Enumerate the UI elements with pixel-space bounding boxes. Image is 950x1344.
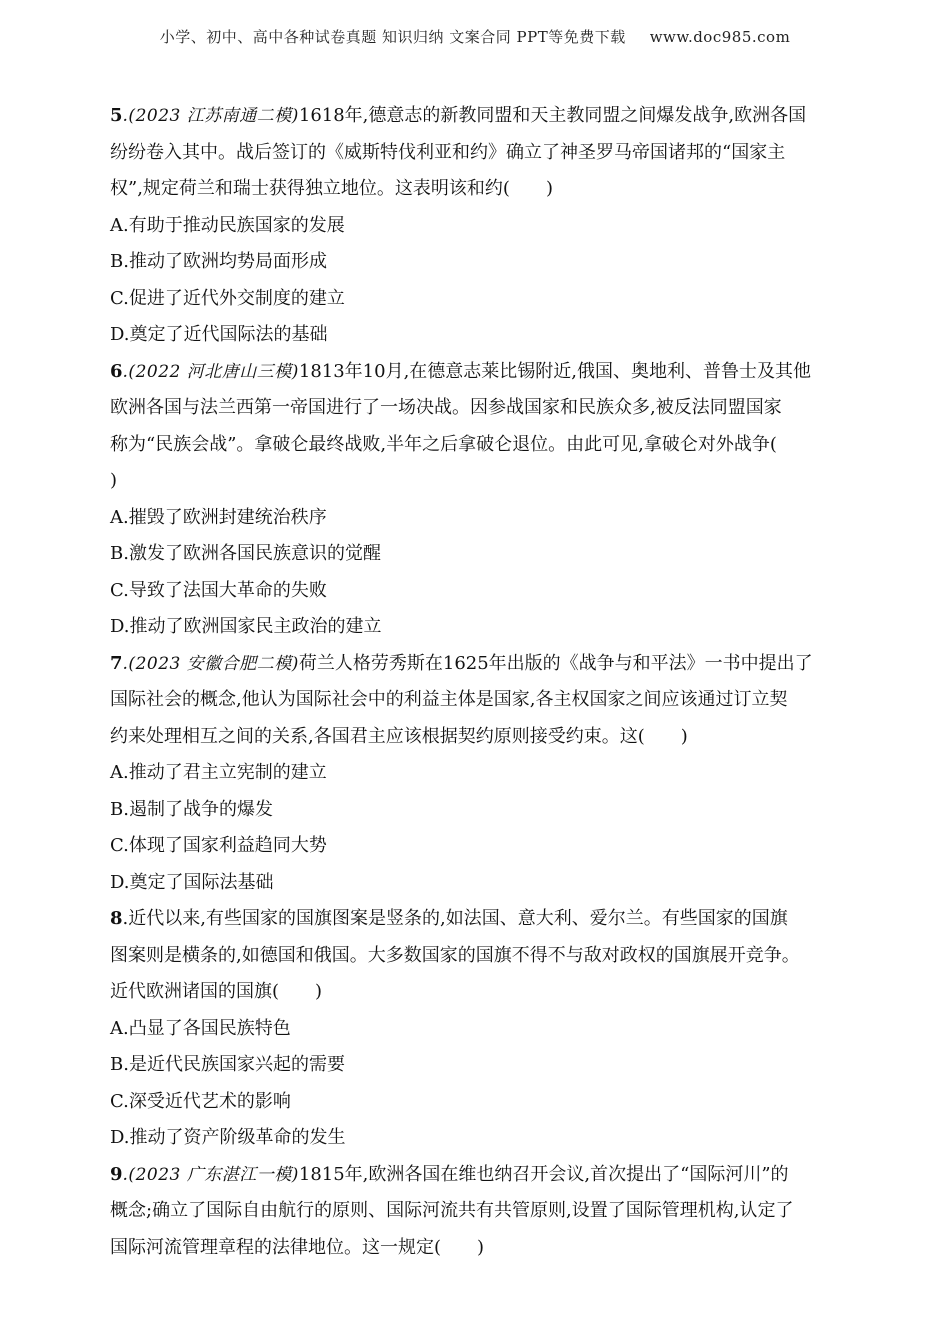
question-6-line-1 [110, 354, 845, 391]
question-text: .近代以来,有些国家的国旗图案是竖条的,如法国、意大利、爱尔兰。有些国家的国旗 [122, 908, 788, 929]
header-tagline: 小学、初中、高中各种试卷真题 知识归纳 文案合同 PPT等免费下载 [159, 28, 626, 46]
option-a: A.凸显了各国民族特色 [110, 1017, 291, 1039]
question-5-line-2: 纷纷卷入其中。战后签订的《威斯特伐利亚和约》确立了神圣罗马帝国诸邦的“国家主 [110, 141, 786, 163]
question-text: 荷兰人格劳秀斯在1625年出版的《战争与和平法》一书中提出了 [298, 652, 813, 674]
question-list [110, 98, 845, 1266]
option-d: D.奠定了近代国际法的基础 [110, 324, 328, 345]
option-d: D.推动了资产阶级革命的发生 [110, 1127, 346, 1148]
question-9 [110, 1157, 845, 1267]
option-a: A.摧毁了欧洲封建统治秩序 [110, 506, 327, 528]
question-number: 5 [110, 105, 123, 126]
question-number: 9 [110, 1163, 123, 1185]
option-b: B.遏制了战争的爆发 [110, 798, 273, 820]
question-source: .(2023 广东湛江一模) [122, 1164, 299, 1185]
question-8-line-3: 近代欧洲诸国的国旗( ) [110, 981, 323, 1002]
question-text: 1618年,德意志的新教同盟和天主教同盟之间爆发战争,欧洲各国 [298, 105, 807, 126]
question-9-line-1 [110, 1157, 845, 1194]
question-source: .(2023 江苏南通二模) [122, 106, 299, 126]
question-number: 8 [110, 908, 123, 929]
option-b: B.推动了欧洲均势局面形成 [110, 251, 327, 272]
page-header [0, 26, 950, 47]
question-text: 1815年,欧洲各国在维也纳召开会议,首次提出了“国际河川”的 [298, 1163, 789, 1185]
question-source: .(2022 河北唐山三模) [122, 361, 299, 382]
option-c: C.促进了近代外交制度的建立 [110, 287, 345, 309]
option-c: C.体现了国家利益趋同大势 [110, 835, 327, 856]
option-b: B.是近代民族国家兴起的需要 [110, 1054, 345, 1075]
option-c: C.深受近代艺术的影响 [110, 1090, 291, 1112]
question-6-line-3: 称为“民族会战”。拿破仑最终战败,半年之后拿破仑退位。由此可见,拿破仑对外战争( [110, 433, 777, 455]
option-a: A.推动了君主立宪制的建立 [110, 762, 327, 783]
header-site: www.doc985.com [649, 28, 791, 46]
option-c: C.导致了法国大革命的失败 [110, 579, 327, 601]
question-text: 1813年10月,在德意志莱比锡附近,俄国、奥地利、普鲁士及其他 [298, 360, 812, 382]
question-7-line-3: 约来处理相互之间的关系,各国君主应该根据契约原则接受约束。这( ) [110, 725, 688, 747]
question-5-line-1 [110, 98, 845, 135]
question-number: 6 [110, 360, 123, 382]
option-b: B.激发了欧洲各国民族意识的觉醒 [110, 543, 381, 564]
question-6-line-2: 欧洲各国与法兰西第一帝国进行了一场决战。因参战国家和民族众多,被反法同盟国家 [110, 397, 782, 418]
question-6-line-4: ) [110, 470, 118, 491]
question-5-line-3: 权”,规定荷兰和瑞士获得独立地位。这表明该和约( ) [110, 178, 553, 199]
question-8 [110, 901, 845, 1157]
question-6 [110, 354, 845, 646]
question-8-line-1 [110, 901, 845, 938]
question-source: .(2023 安徽合肥二模) [122, 653, 299, 674]
question-7-line-2: 国际社会的概念,他认为国际社会中的利益主体是国家,各主权国家之间应该通过订立契 [110, 689, 788, 710]
question-9-line-2: 概念;确立了国际自由航行的原则、国际河流共有共管原则,设置了国际管理机构,认定了 [110, 1200, 794, 1221]
question-9-line-3: 国际河流管理章程的法律地位。这一规定( ) [110, 1236, 485, 1258]
option-a: A.有助于推动民族国家的发展 [110, 214, 345, 236]
option-d: D.推动了欧洲国家民主政治的建立 [110, 616, 382, 637]
option-d: D.奠定了国际法基础 [110, 871, 274, 893]
question-8-line-2: 图案则是横条的,如德国和俄国。大多数国家的国旗不得不与敌对政权的国旗展开竞争。 [110, 944, 800, 966]
question-7-line-1 [110, 646, 845, 683]
question-5 [110, 98, 845, 354]
question-7 [110, 646, 845, 902]
question-number: 7 [110, 652, 123, 674]
